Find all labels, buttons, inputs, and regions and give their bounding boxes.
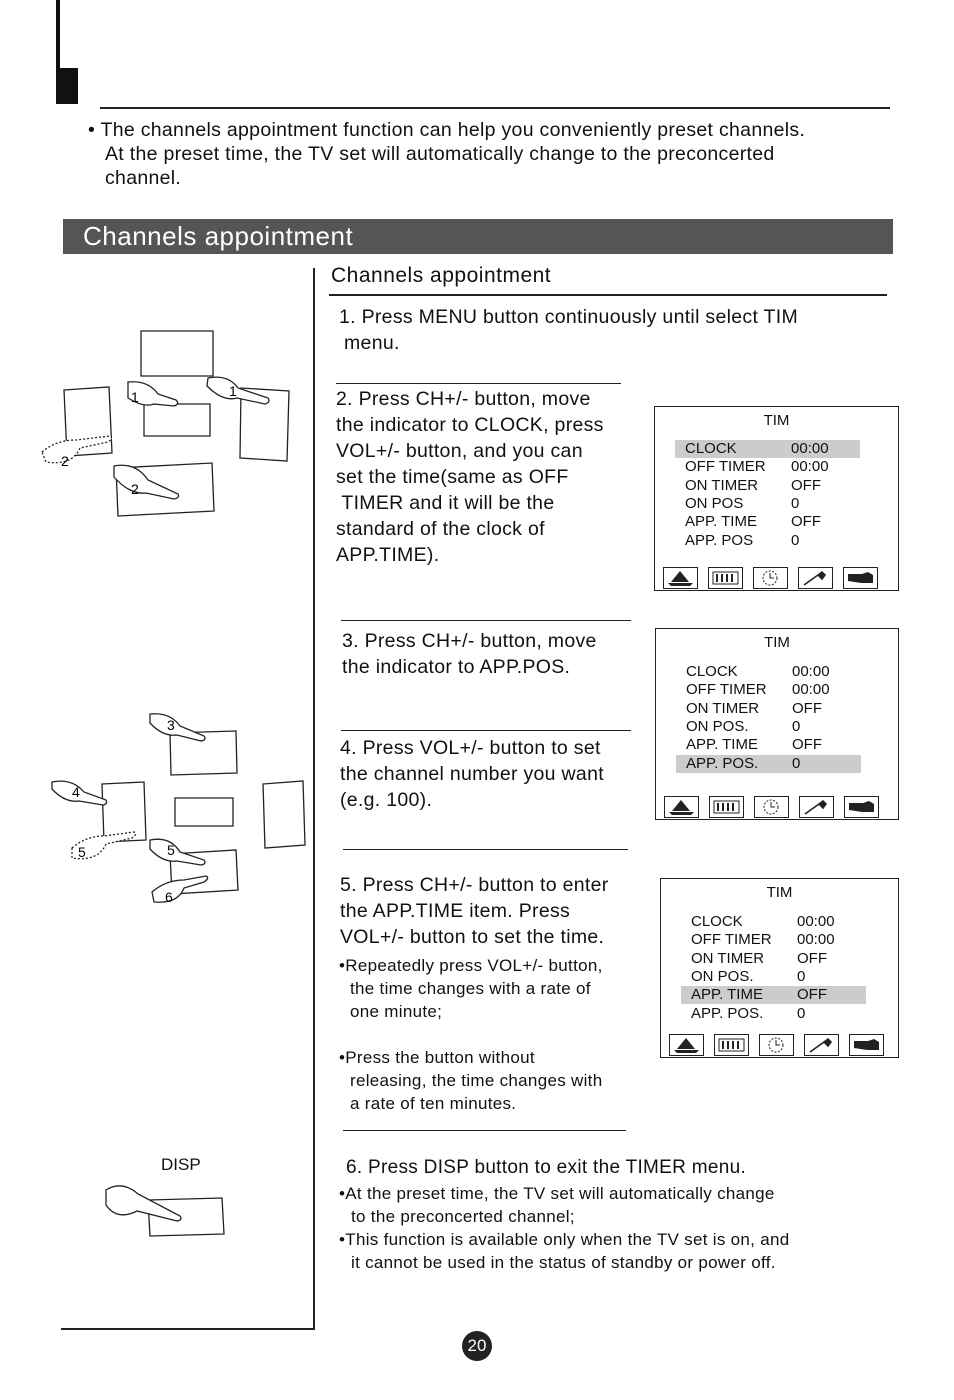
- step-6-note-1: •At the preset time, the TV set will automatically change to the preconcerted channel;: [339, 1184, 775, 1226]
- step-1: 1. Press MENU button continuously until select TIM menu.: [339, 306, 798, 354]
- menu-row: [681, 986, 866, 1004]
- menu-row: [681, 913, 866, 931]
- step-6: 6. Press DISP button to exit the TIMER menu.: [346, 1157, 747, 1178]
- menu-row-label: ON POS.: [686, 717, 749, 735]
- menu-row: [675, 440, 860, 458]
- step-5-note-1: •Repeatedly press VOL+/- button, the time changes with a rate of one minute;: [339, 956, 603, 1021]
- menu-title: TIM: [766, 884, 793, 901]
- tim-menu-screen: [655, 628, 899, 820]
- menu-row-label: OFF TIMER: [685, 458, 766, 476]
- hand-icon: [106, 1186, 181, 1221]
- menu-row-label: ON TIMER: [691, 949, 765, 967]
- column-divider: [313, 268, 315, 1330]
- menu-row: [676, 755, 861, 773]
- menu-icon-bar: [664, 794, 884, 820]
- intro-line-2: At the preset time, the TV set will automatically change to the preconcerted: [105, 143, 775, 165]
- film-icon: [708, 567, 743, 589]
- step-2: 2. Press CH+/- button, move the indicator to CLOCK, press VOL+/- button, and you can set the time(same as OFF TIMER and it will be the standard of the clock of APP.TIME).: [336, 388, 604, 566]
- menu-row-label: APP. TIME: [691, 986, 763, 1004]
- header-rule: [100, 107, 890, 109]
- film-icon: [714, 1034, 749, 1056]
- sub-title: Channels appointment: [331, 264, 552, 287]
- bottom-rule: [61, 1328, 315, 1330]
- step-5-note-2: •Press the button without releasing, the time changes with a rate of ten minutes.: [339, 1048, 603, 1113]
- menu-row: [675, 513, 860, 531]
- header-block: [56, 68, 78, 104]
- menu-row-value: 0: [797, 967, 806, 985]
- menu-row-value: 00:00: [791, 458, 829, 476]
- remote-diagram-1: [36, 326, 306, 526]
- menu-row-value: 0: [792, 754, 801, 772]
- menu-row-value: 0: [792, 717, 801, 735]
- menu-row-label: ON TIMER: [685, 476, 759, 494]
- bullet: •: [339, 1048, 346, 1067]
- callout-label: 1: [131, 389, 139, 405]
- button-shape: [144, 404, 210, 436]
- step-separator: [341, 620, 631, 621]
- step-separator: [336, 383, 621, 384]
- menu-row: [676, 700, 861, 718]
- boat-icon: [663, 567, 698, 589]
- menu-row-label: APP. POS: [685, 531, 754, 549]
- menu-row-label: CLOCK: [691, 913, 743, 930]
- menu-row: [681, 1005, 866, 1023]
- boat-icon: [664, 796, 699, 818]
- intro-paragraph: [88, 118, 918, 190]
- menu-row-value: OFF: [791, 513, 821, 531]
- step-6-note-2: •This function is available only when the TV set is on, and it cannot be used in the status of standby or power off.: [339, 1230, 790, 1272]
- menu-row: [676, 663, 861, 681]
- clock-icon: [759, 1034, 794, 1056]
- menu-row-label: CLOCK: [685, 440, 737, 457]
- step-3: 3. Press CH+/- button, move the indicator to APP.POS.: [342, 630, 597, 678]
- menu-row-value: 00:00: [792, 663, 830, 680]
- menu-row: [681, 950, 866, 968]
- menu-row-value: 00:00: [791, 440, 829, 457]
- button-shape: [263, 781, 305, 848]
- hand-icon: [152, 876, 208, 902]
- step-separator: [343, 1130, 626, 1131]
- menu-row-value: 00:00: [792, 681, 830, 699]
- menu-row-label: CLOCK: [686, 663, 738, 680]
- menu-row: [675, 477, 860, 495]
- menu-row-value: OFF: [797, 949, 827, 967]
- intro-line-3: channel.: [105, 167, 182, 189]
- menu-row-value: OFF: [792, 736, 822, 754]
- menu-row-label: OFF TIMER: [686, 681, 767, 699]
- remote-diagram-2: [40, 706, 310, 916]
- page-number: 20: [462, 1331, 492, 1361]
- callout-label: 5: [78, 844, 86, 860]
- step-separator: [343, 849, 628, 850]
- tool-icon: [799, 796, 834, 818]
- hand-icon: [42, 436, 112, 463]
- clock-icon: [753, 567, 788, 589]
- clock-icon: [754, 796, 789, 818]
- menu-row-value: 00:00: [797, 931, 835, 949]
- bullet: •: [88, 119, 101, 141]
- disp-label: DISP: [161, 1155, 201, 1174]
- callout-label: 3: [167, 717, 175, 733]
- hand-icon: [150, 714, 205, 741]
- callout-label: 6: [165, 889, 173, 905]
- hand-icon: [844, 796, 879, 818]
- bullet: •: [339, 1230, 346, 1249]
- intro-line-1: The channels appointment function can help you conveniently preset channels.: [100, 119, 806, 141]
- menu-row-value: 0: [797, 1004, 806, 1022]
- hand-icon: [114, 465, 179, 499]
- menu-row: [676, 681, 861, 699]
- menu-row-label: OFF TIMER: [691, 931, 772, 949]
- menu-title: TIM: [763, 412, 790, 429]
- menu-row-label: APP. POS.: [686, 754, 759, 772]
- callout-label: 2: [61, 453, 69, 469]
- callout-label: 2: [131, 481, 139, 497]
- button-shape: [141, 331, 213, 376]
- menu-row-value: 0: [791, 494, 800, 512]
- hand-icon: [849, 1034, 884, 1056]
- menu-row-value: OFF: [797, 986, 827, 1004]
- menu-row-value: 0: [791, 531, 800, 549]
- section-banner: Channels appointment: [63, 219, 893, 254]
- bullet: •: [339, 1184, 346, 1203]
- menu-row-value: 00:00: [797, 913, 835, 930]
- menu-row-label: ON POS.: [691, 967, 754, 985]
- step-5: 5. Press CH+/- button to enter the APP.TIME item. Press VOL+/- button to set the time.: [340, 874, 609, 948]
- tim-menu-screen: [660, 878, 899, 1058]
- button-shape: [102, 782, 146, 842]
- step-4: 4. Press VOL+/- button to set the channel number you want (e.g. 100).: [340, 737, 604, 811]
- callout-label: 4: [72, 784, 80, 800]
- tool-icon: [798, 567, 833, 589]
- bullet: •: [339, 956, 346, 975]
- menu-row-label: APP. POS.: [691, 1004, 764, 1022]
- menu-row: [681, 968, 866, 986]
- menu-row-label: ON TIMER: [686, 699, 760, 717]
- menu-row-label: APP. TIME: [686, 736, 758, 754]
- menu-title: TIM: [764, 634, 790, 651]
- menu-row: [676, 718, 861, 736]
- menu-row: [676, 736, 861, 754]
- remote-diagram-3: [100, 1176, 230, 1242]
- film-icon: [709, 796, 744, 818]
- menu-row: [675, 532, 860, 550]
- menu-icon-bar: [663, 565, 883, 591]
- menu-row-label: APP. TIME: [685, 513, 757, 531]
- menu-row-value: OFF: [791, 476, 821, 494]
- menu-row: [675, 458, 860, 476]
- sub-title-rule: [329, 294, 887, 296]
- menu-row-value: OFF: [792, 699, 822, 717]
- tim-menu-screen: [654, 406, 899, 591]
- menu-row: [681, 931, 866, 949]
- hand-icon: [843, 567, 878, 589]
- menu-row-label: ON POS: [685, 494, 744, 512]
- step-separator: [341, 730, 631, 731]
- callout-label: 1: [229, 383, 237, 399]
- callout-label: 5: [167, 842, 175, 858]
- button-shape: [175, 798, 233, 826]
- hand-icon: [207, 377, 269, 404]
- boat-icon: [669, 1034, 704, 1056]
- tool-icon: [804, 1034, 839, 1056]
- menu-icon-bar: [669, 1032, 889, 1058]
- menu-row: [675, 495, 860, 513]
